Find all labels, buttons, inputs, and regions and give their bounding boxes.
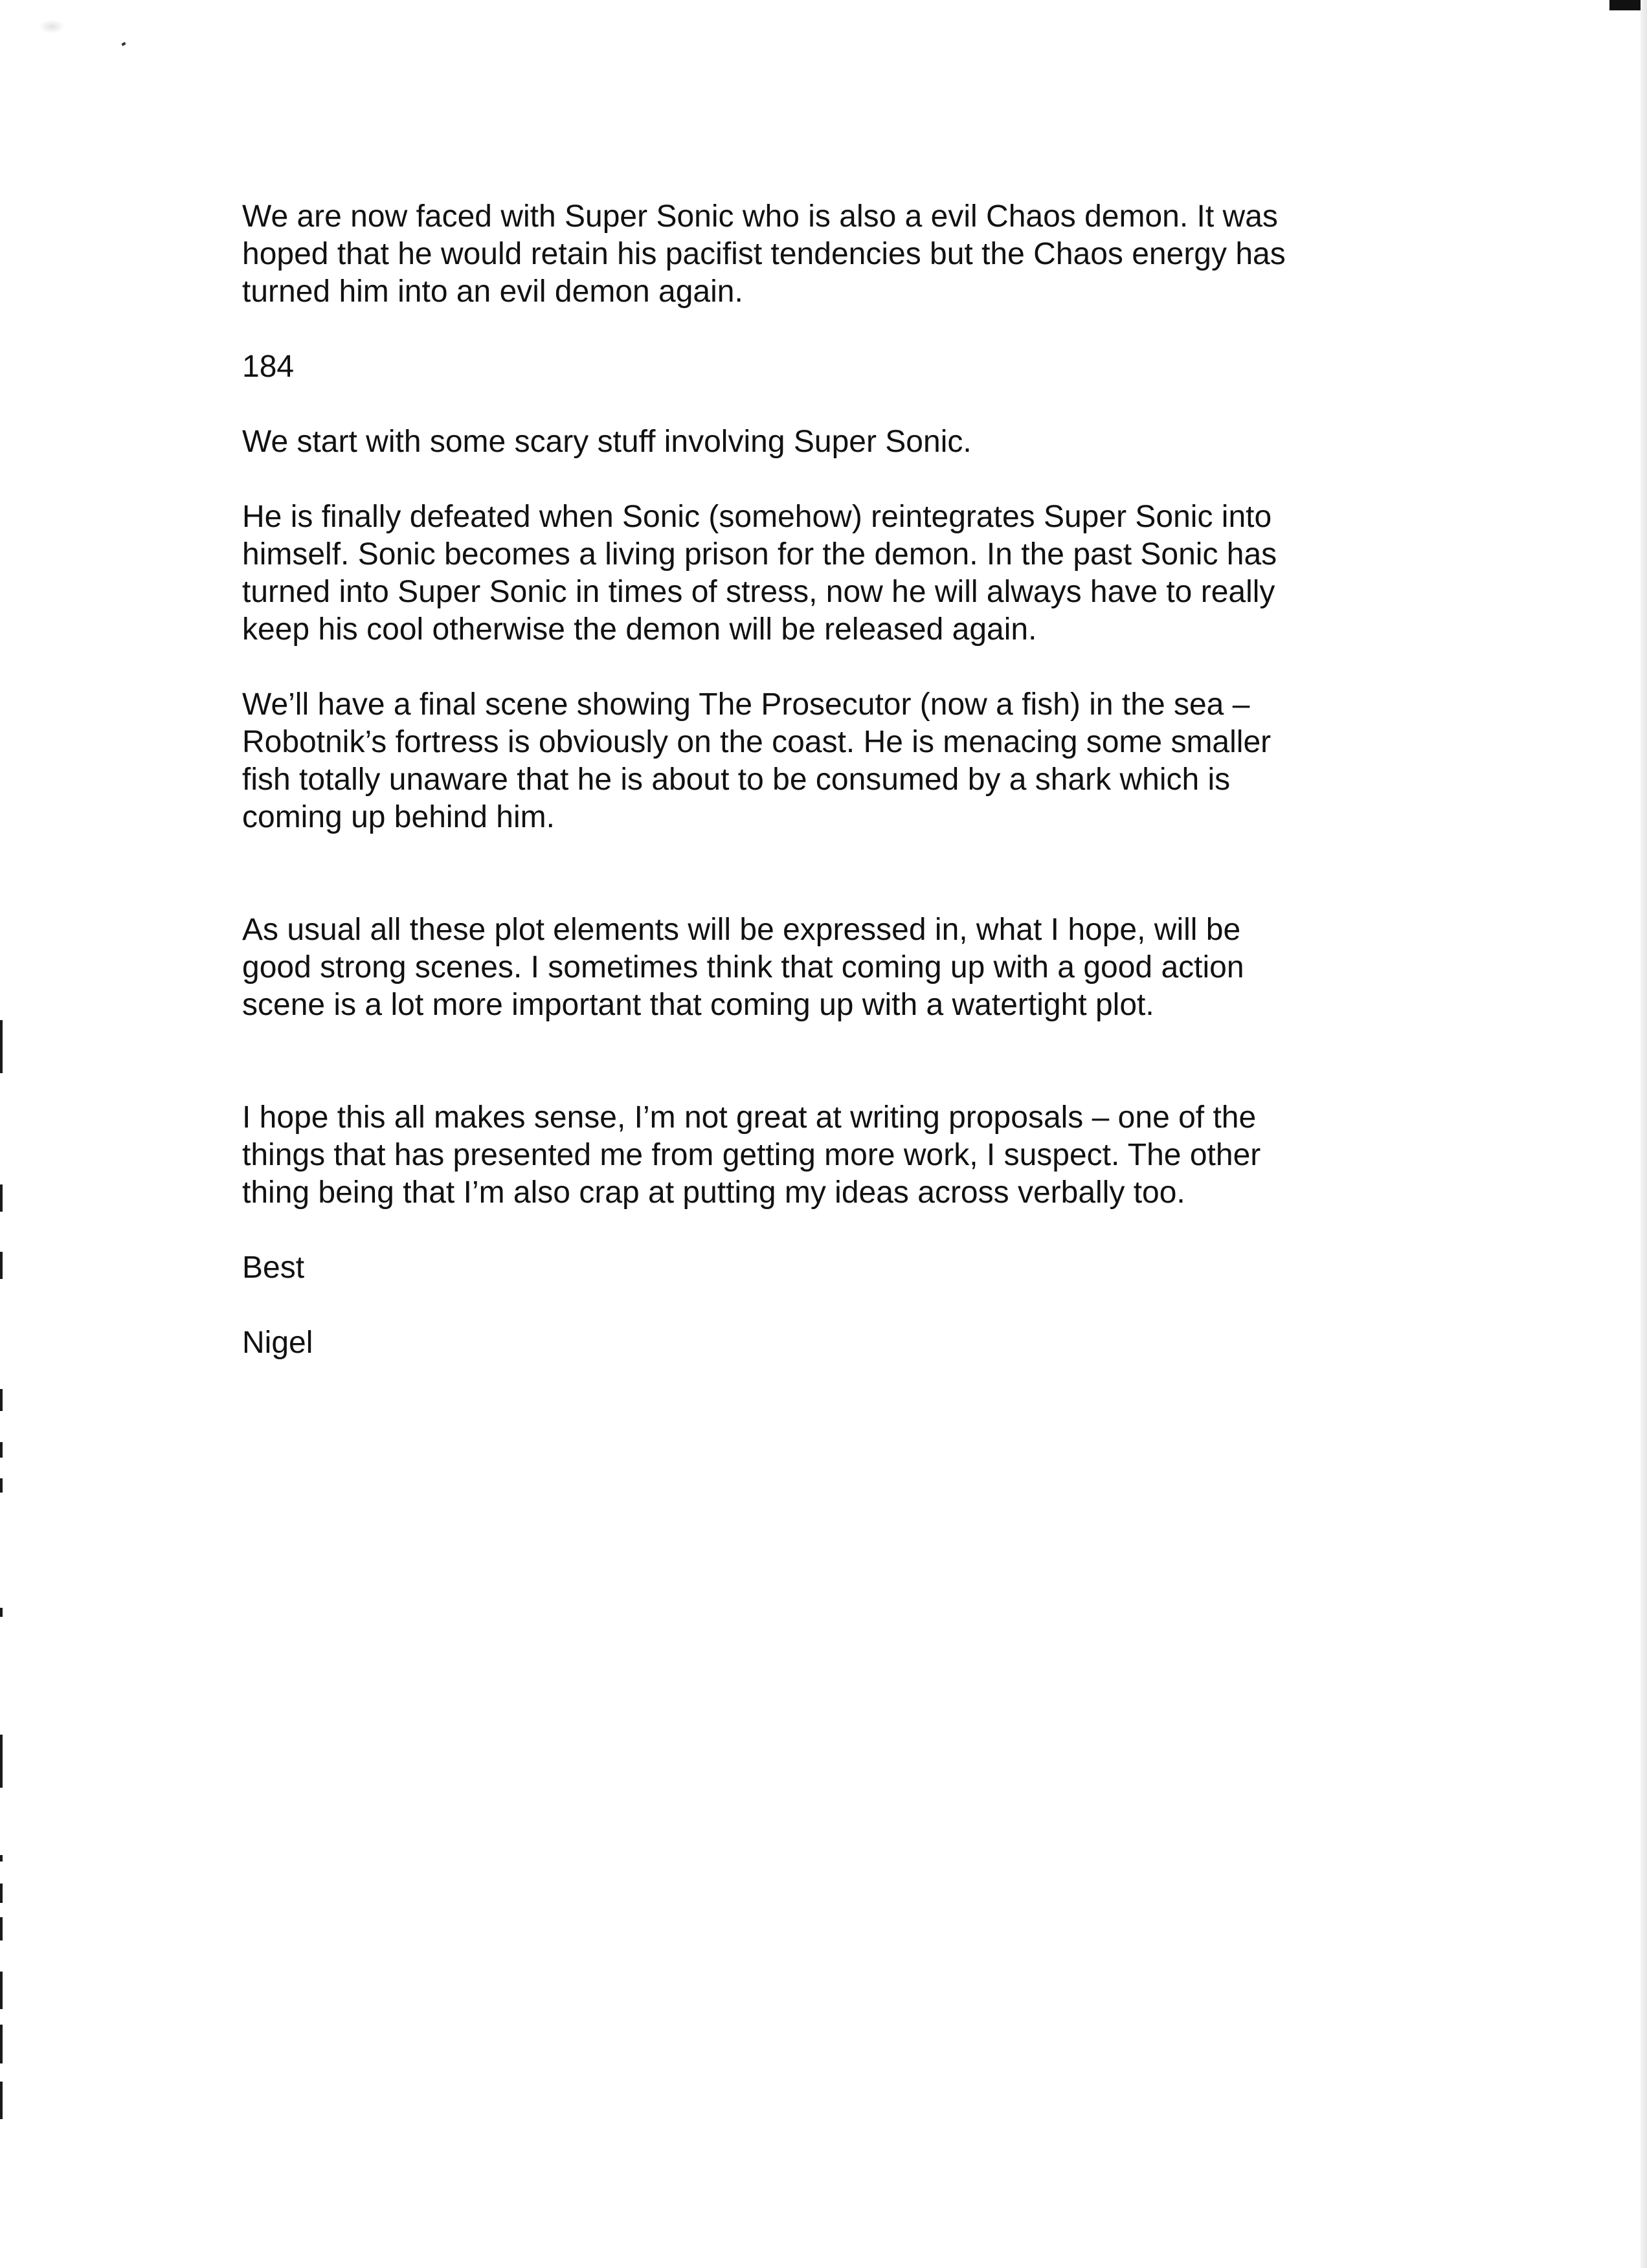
scan-left-tick (0, 1478, 3, 1493)
scan-left-tick (0, 1855, 3, 1862)
letter-body (242, 198, 1356, 1399)
scan-left-tick (0, 1389, 3, 1411)
scan-speck (121, 42, 126, 46)
scan-left-tick (0, 1917, 3, 1940)
sign-off: Best (242, 1251, 305, 1285)
paragraph-super-sonic-intro: We are now faced with Super Sonic who is also a evil Chaos demon. It was hoped that he would retain his pacifist tendencies but the Chaos energy has turned him into an evil demon again. (242, 199, 1286, 309)
scan-left-tick (0, 1184, 3, 1212)
scan-left-tick (0, 1972, 3, 2009)
scan-left-tick (0, 2082, 3, 2119)
scan-left-tick (0, 2025, 3, 2063)
scan-left-tick (0, 1252, 3, 1279)
scan-left-tick (0, 1735, 3, 1788)
signature-name: Nigel (242, 1326, 313, 1360)
scan-left-tick (0, 1608, 3, 1617)
page-number: 184 (242, 350, 295, 384)
paragraph-scary-start: We start with some scary stuff involving Super Sonic. (242, 425, 972, 459)
scan-left-tick (0, 1884, 3, 1903)
paragraph-plot-elements: As usual all these plot elements will be expressed in, what I hope, will be good strong scenes. I sometimes think that coming up with a good action scene is a lot more important that coming up with a watertight plot. (242, 913, 1244, 1022)
scan-left-tick (0, 1020, 3, 1073)
scan-right-edge (1641, 0, 1647, 2268)
paragraph-defeat: He is finally defeated when Sonic (somehow) reintegrates Super Sonic into himself. Sonic becomes a living prison for the demon. In the past Sonic has turned into Super Sonic in times of stress, now he will always have to really keep his cool otherwise the demon will be released again. (242, 500, 1277, 647)
paragraph-closing-remarks: I hope this all makes sense, I’m not great at writing proposals – one of the things that has presented me from getting more work, I suspect. The other thing being that I’m also crap at putting my ideas across verbally too. (242, 1100, 1261, 1210)
scan-smudge (39, 19, 65, 34)
paragraph-final-scene: We’ll have a final scene showing The Prosecutor (now a fish) in the sea – Robotnik’s fortress is obviously on the coast. He is menacing some smaller fish totally unaware that he is about to be consumed by a shark which is coming up behind him. (242, 687, 1272, 834)
scan-left-tick (0, 1442, 3, 1458)
